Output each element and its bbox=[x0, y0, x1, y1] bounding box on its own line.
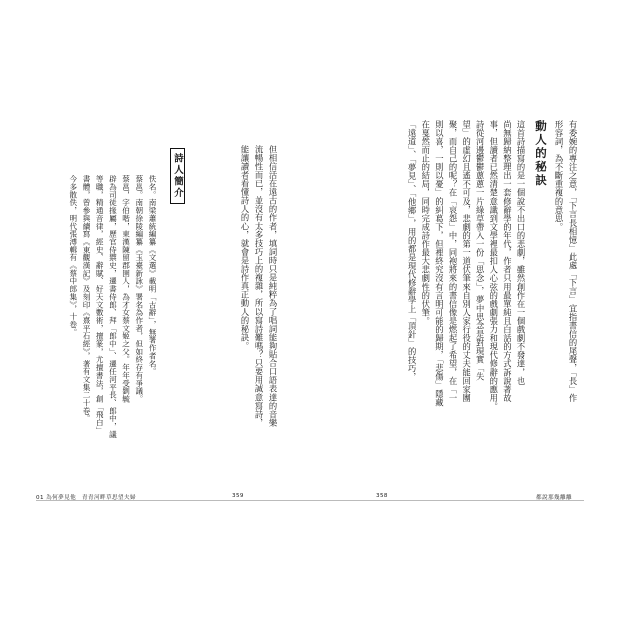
text-column: 流暢性而已，並沒有太多技巧上的複雜，所以寫詩難嗎？只要用誠意寫詩， bbox=[254, 145, 264, 428]
text-column: 聚，而自己的呢？在「哀怨」中，同袍將來的書信像是燃起了希望，在「一 bbox=[448, 120, 458, 403]
text-column: 這首詩描寫的是一個說不出口的悲劇，雖然創作在一個戲劇不發達，也 bbox=[516, 120, 526, 386]
footer-chapter-right: 都說那幾離離 bbox=[536, 495, 572, 501]
text-column: 佚名。南梁蕭統編纂《文選》載明「古辭」，無署作者名。 bbox=[148, 175, 157, 376]
section-heading: 動人的秘訣 bbox=[534, 120, 548, 188]
page-number-right: 358 bbox=[376, 493, 388, 499]
text-column: 等職，精通音律，經史、辭賦、好天文數術，擅篆，尤擅書法，創「飛白」 bbox=[95, 175, 105, 435]
text-column: 書體，曾參與續寫《東觀漢記》及刻印《熹平石經》，著有文集二十卷。 bbox=[82, 175, 91, 423]
text-column: 蔡邕，字伯喈，東漢陳留郡圉人，為才女蔡文姬之父。年年受劉毓 bbox=[121, 175, 131, 403]
text-column: 今多散佚，明代張溥輯有《蔡中郎集》，十卷。 bbox=[68, 175, 78, 337]
text-column: 則以喜，一則以憂」的糾葛下，但裡終究沒有言明可能的歸期，「悲傷」隱藏 bbox=[434, 120, 445, 407]
text-column: 辟為司徒掾屬，歷官侍禦史，遷書侍郎、拜「郎中」、遷任河平長、郎中，議 bbox=[108, 175, 118, 439]
text-column: 「遠道」、「夢見」、「他鄉」，用的都是現代修辭學上「頂針」的技巧， bbox=[407, 120, 418, 382]
text-column: 望」的虛幻且遙不可及，悲劇的第一道伏筆來自別人家行役的丈夫能回家團 bbox=[461, 120, 472, 403]
text-column: 尚無歸納整理出一套修辭學的年代，作者只用最單純且白話的方式訴說著故 bbox=[502, 120, 513, 403]
poet-intro-heading: 詩人簡介 bbox=[170, 148, 185, 204]
text-column: 能讓讀者看懂詩人的心，就會是詩作真正動人的秘訣。 bbox=[240, 145, 250, 351]
footer-chapter-left: 01 為何夢見他 青青河畔草思望夫婦 bbox=[36, 495, 137, 501]
text-column: 詩從河邊鬱鬱蔥蔥一片綠草帶入一份「思念」，夢中思念是對現實「失 bbox=[475, 120, 486, 381]
text-column: 在戛然而止的結局，同時完成詩作最大悲劇性的伏筆。 bbox=[420, 120, 431, 326]
text-column: 但相信活在遠古的作者，填詞時只是純粹為了唱詞能夠貼合口語表達的音樂 bbox=[268, 145, 278, 428]
text-column: 蔡邕。南朝徐陵編纂《玉臺新詠》署名為作者，但如終存有爭議。 bbox=[134, 175, 144, 403]
text-column: 形容詞，為不斷重複的意思。 bbox=[554, 120, 564, 232]
text-column: 事，但讀者已然清楚意識到文學裡最扣人心弦的戲劇張力和現代修辭的應用。 bbox=[488, 120, 499, 411]
page-number-left: 359 bbox=[232, 493, 244, 499]
text-column: 有委婉的專注之意，「下言長相憶」此處「下言」宜指書信的尾聲，「長」作 bbox=[568, 120, 578, 403]
